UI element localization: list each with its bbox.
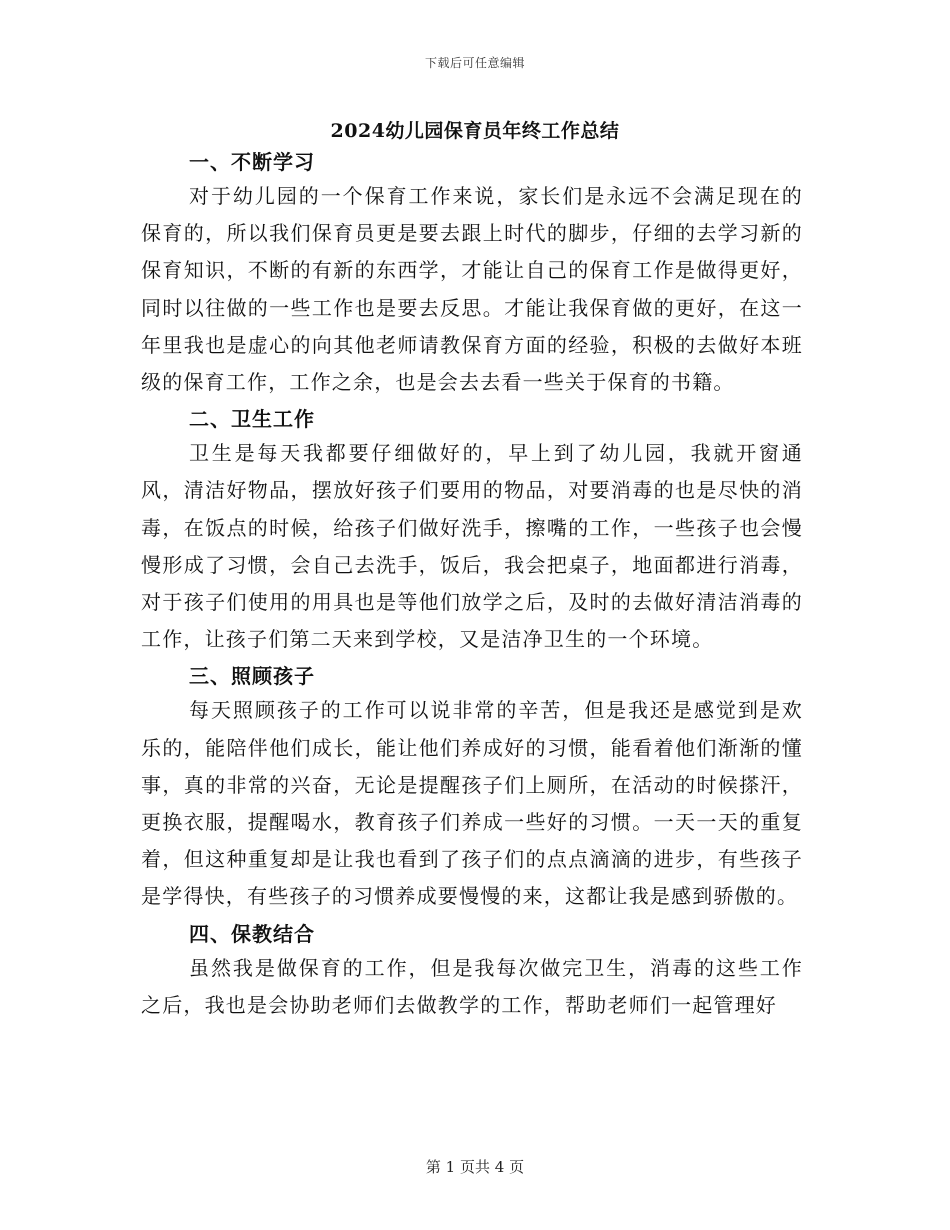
section-paragraph-4: 虽然我是做保育的工作，但是我每次做完卫生，消毒的这些工作之后，我也是会协助老师们去做教学的工作，帮助老师们一起管理好 — [141, 955, 803, 1017]
section-heading-1: 一、不断学习 — [189, 150, 315, 174]
section-paragraph-2: 卫生是每天我都要仔细做好的，早上到了幼儿园，我就开窗通风，清洁好物品，摆放好孩子们要用的物品，对要消毒的也是尽快的消毒，在饭点的时候，给孩子们做好洗手，擦嘴的工作，一些孩子也会慢慢形成了习惯，会自己去洗手，饭后，我会把桌子，地面都进行消毒，对于孩子们使用的用具也是等他们放学之后，及时的去做好清洁消毒的工作，让孩子们第二天来到学校，又是洁净卫生的一个环境。 — [141, 441, 803, 652]
section-paragraph-1: 对于幼儿园的一个保育工作来说，家长们是永远不会满足现在的保育的，所以我们保育员更是要去跟上时代的脚步，仔细的去学习新的保育知识，不断的有新的东西学，才能让自己的保育工作是做得更好，同时以往做的一些工作也是要去反思。才能让我保育做的更好，在这一年里我也是虚心的向其他老师请教保育方面的经验，积极的去做好本班级的保育工作，工作之余，也是会去去看一些关于保育的书籍。 — [141, 184, 803, 395]
header-note: 下载后可任意编辑 — [424, 56, 525, 70]
section-heading-3: 三、照顾孩子 — [189, 664, 315, 689]
section-paragraph-3: 每天照顾孩子的工作可以说非常的辛苦，但是我还是感觉到是欢乐的，能陪伴他们成长，能让他们养成好的习惯，能看着他们渐渐的懂事，真的非常的兴奋，无论是提醒孩子们上厕所，在活动的时候搽汗，更换衣服，提醒喝水，教育孩子们养成一些好的习惯。一天一天的重复着，但这种重复却是让我也看到了孩子们的点点滴滴的进步，有些孩子是学得快，有些孩子的习惯养成要慢慢的来，这都让我是感到骄傲的。 — [141, 698, 803, 909]
page-footer: 第 1 页共 4 页 — [425, 1158, 525, 1176]
document-title: 2024幼儿园保育员年终工作总结 — [330, 120, 620, 142]
section-heading-4: 四、保教结合 — [189, 921, 315, 946]
section-heading-2: 二、卫生工作 — [189, 407, 315, 432]
document-body — [141, 146, 803, 1026]
